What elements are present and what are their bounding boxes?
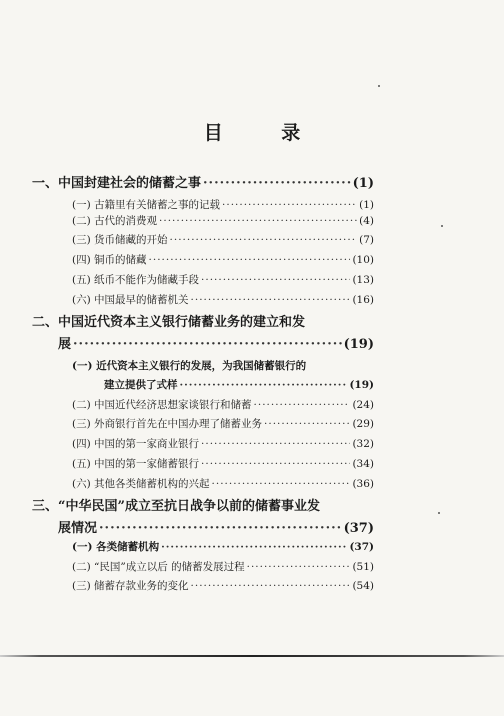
scan-speck [378, 85, 380, 87]
toc-entry-text: (六) 其他各类储蓄机构的兴起 [72, 478, 210, 490]
page-title: 目 录 [203, 122, 327, 144]
scan-speck [438, 512, 440, 514]
bottom-rule [0, 655, 504, 657]
dot-leader [254, 399, 351, 411]
toc-entry-text: (三) 货币储藏的开始 [72, 234, 168, 246]
dot-leader [222, 199, 357, 211]
toc-entry-page: (34) [352, 458, 374, 470]
toc-entry-section [72, 397, 374, 412]
toc-entry-section [72, 436, 374, 451]
toc-entry-chapter-3 [32, 495, 374, 514]
toc-entry-page: (36) [352, 478, 374, 490]
dot-leader [247, 561, 351, 573]
dot-leader [73, 337, 342, 352]
toc-entry-text: 三、“中华民国”成立至抗日战争以前的储蓄事业发 [32, 499, 320, 514]
toc-entry-chapter-2 [32, 311, 374, 330]
dot-leader [159, 215, 357, 227]
toc-entry-section [72, 197, 374, 212]
toc-entry-page: (10) [352, 254, 374, 266]
toc-entry-chapter-1 [32, 172, 374, 191]
toc-entry-text: (四) 中国的第一家商业银行 [72, 438, 200, 450]
toc-entry-page: (37) [343, 521, 374, 536]
toc-entry-section [72, 213, 374, 228]
toc-entry-text: (一) 各类储蓄机构 [72, 541, 160, 553]
toc-entry-page: (29) [352, 418, 374, 430]
toc-entry-section [72, 476, 374, 491]
toc-entry-section [72, 456, 374, 471]
toc-entry-text: 一、中国封建社会的储蓄之事 [32, 176, 202, 191]
toc-entry-text: 展情况 [58, 521, 98, 536]
toc-entry-text: (五) 中国的第一家储蓄银行 [72, 458, 200, 470]
dot-leader [149, 254, 351, 266]
toc-entry-page: (16) [352, 294, 374, 306]
toc-entry-section [72, 539, 374, 554]
toc-entry-text: (一) 古籍里有关储蓄之事的记载 [72, 199, 221, 211]
dot-leader [203, 176, 351, 191]
dot-leader [201, 274, 350, 286]
toc-entry-text: (二) 古代的消费观 [72, 215, 158, 227]
toc-entry-section [72, 272, 374, 287]
toc-entry-section-cont [104, 377, 374, 392]
toc-entry-text: (六) 中国最早的储蓄机关 [72, 294, 189, 306]
toc-entry-section [72, 416, 374, 431]
dot-leader [201, 458, 350, 470]
toc-entry-text: (四) 铜币的储藏 [72, 254, 147, 266]
dot-leader [212, 478, 351, 490]
toc-entry-section [72, 232, 374, 247]
toc-entry-chapter-2-cont [58, 333, 374, 352]
toc-entry-section [72, 559, 374, 574]
toc-entry-section [72, 358, 374, 373]
toc-entry-page: (32) [352, 438, 374, 450]
toc-entry-text: (一) 近代资本主义银行的发展，为我国储蓄银行的 [72, 360, 307, 372]
toc-entry-page: (19) [349, 379, 374, 391]
dot-leader [191, 580, 351, 592]
toc-entry-page: (7) [359, 234, 374, 246]
toc-entry-section [72, 578, 374, 593]
toc-entry-section [72, 292, 374, 307]
toc-entry-page: (13) [352, 274, 374, 286]
dot-leader [99, 521, 342, 536]
toc-entry-text: (二) “民国”成立以后 的储蓄发展过程 [72, 561, 245, 573]
toc-entry-text: 建立提供了式样 [104, 379, 178, 391]
toc-entry-page: (51) [352, 561, 374, 573]
toc-entry-text: 二、中国近代资本主义银行储蓄业务的建立和发 [32, 315, 306, 330]
scan-speck [441, 225, 443, 227]
dot-leader [170, 234, 358, 246]
toc-entry-page: (37) [349, 541, 374, 553]
toc-entry-chapter-3-cont [58, 517, 374, 536]
dot-leader [180, 379, 348, 391]
toc-entry-section [72, 252, 374, 267]
toc-entry-text: (三) 储蓄存款业务的变化 [72, 580, 189, 592]
toc-entry-page: (1) [352, 176, 374, 191]
toc-entry-page: (1) [359, 199, 374, 211]
toc-entry-text: (五) 纸币不能作为储藏手段 [72, 274, 200, 286]
toc-entry-page: (54) [352, 580, 374, 592]
toc-entry-text: 展 [58, 337, 72, 352]
toc-entry-page: (24) [352, 399, 374, 411]
dot-leader [191, 294, 351, 306]
toc-entry-text: (三) 外商银行首先在中国办理了储蓄业务 [72, 418, 263, 430]
dot-leader [201, 438, 350, 450]
toc-entry-page: (4) [359, 215, 374, 227]
toc-entry-page: (19) [343, 337, 374, 352]
dot-leader [161, 541, 347, 553]
dot-leader [264, 418, 350, 430]
toc-entry-text: (二) 中国近代经济思想家谈银行和储蓄 [72, 399, 252, 411]
